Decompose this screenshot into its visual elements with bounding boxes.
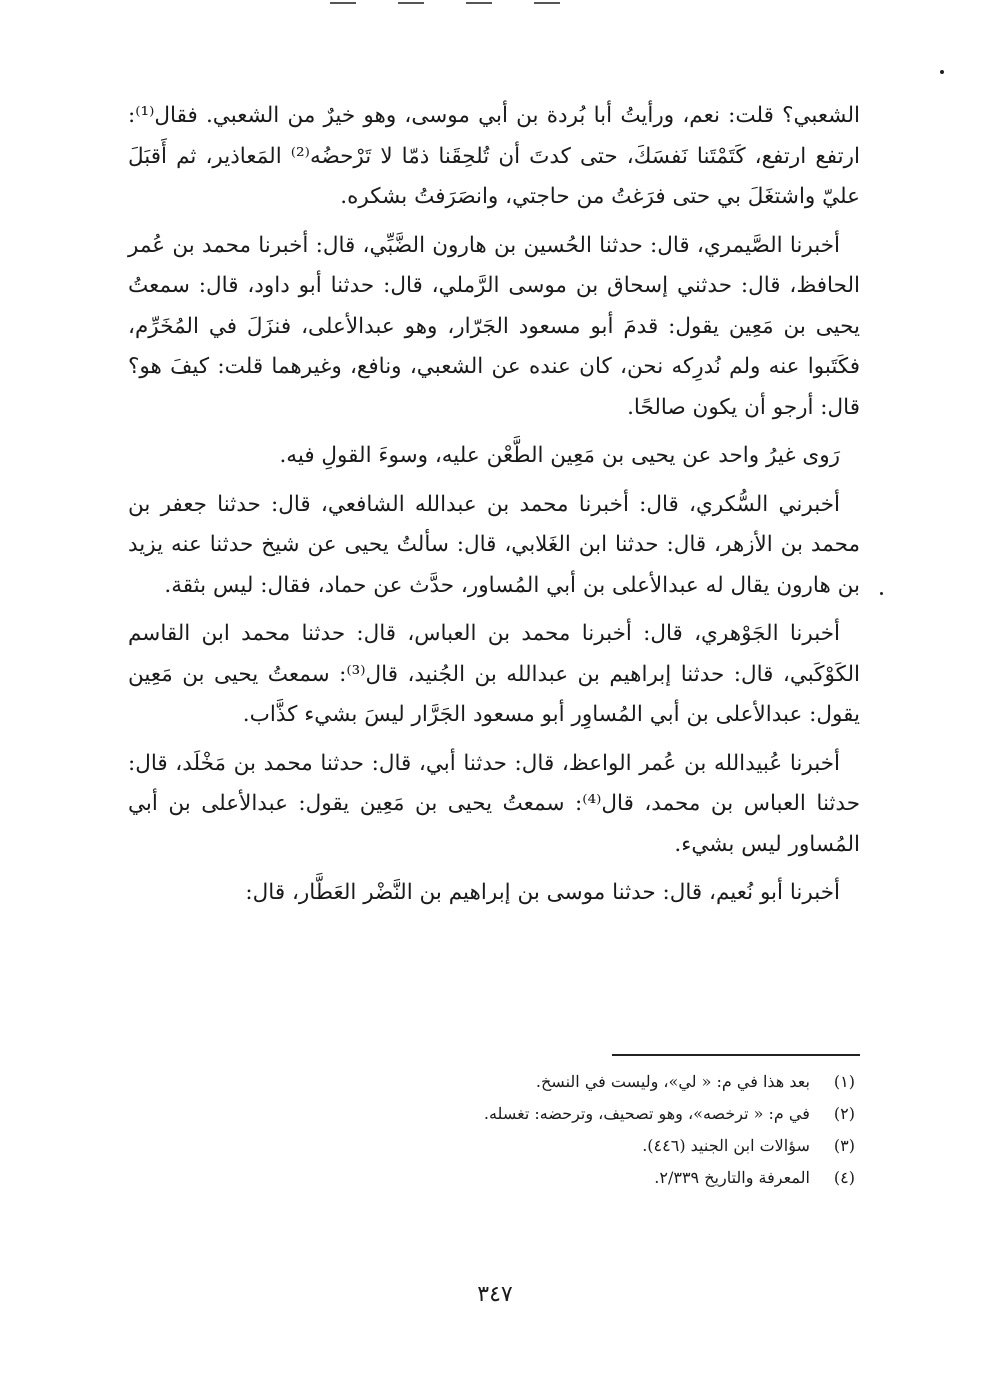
footnote [330, 1130, 855, 1162]
paragraph: أخبرني السُّكري، قال: أخبرنا محمد بن عبدالله الشافعي، قال: حدثنا جعفر بن محمد بن الأزهر، قال: حدثنا ابن الغَلابي، قال: سألتُ يحيى عن شيخ حدثنا عنه يزيد بن هارون يقال له عبدالأعلى بن أبي المُساور، حدَّث عن حماد، فقال: ليس بثقة. [128, 491, 860, 598]
scan-mark [330, 2, 356, 4]
scan-mark [534, 2, 560, 4]
footnotes [330, 1066, 855, 1194]
footnote-text: بعد هذا في م: « لي»، وليست في النسخ. [535, 1072, 810, 1091]
scan-top-marks [330, 0, 560, 6]
footnote-text: في م: « ترخصه»، وهو تصحيف، وترحضه: تغسله. [483, 1104, 810, 1123]
scan-mark [398, 2, 424, 4]
paragraph: أخبرنا عُبيدالله بن عُمر الواعظ، قال: حدثنا أبي، قال: حدثنا محمد بن مَخْلَد، قال: حدثنا العباس بن محمد، قال⁽⁴⁾: سمعتُ يحيى بن مَعِين يقول: عبدالأعلى بن أبي المُساور ليس بشيء. [128, 750, 860, 857]
footnote [330, 1162, 855, 1194]
footnote [330, 1098, 855, 1130]
paragraph: رَوى غيرُ واحد عن يحيى بن مَعِين الطَّعْن عليه، وسوءَ القولِ فيه. [279, 443, 840, 468]
footnote-number: (٤) [833, 1168, 855, 1187]
footnote-separator [612, 1054, 860, 1056]
footnote [330, 1066, 855, 1098]
paragraph: أخبرنا الجَوْهري، قال: أخبرنا محمد بن العباس، قال: حدثنا محمد ابن القاسم الكَوْكَبي، قال: حدثنا إبراهيم بن عبدالله بن الجُنيد، قال⁽³⁾: سمعتُ يحيى بن مَعِين يقول: عبدالأعلى بن أبي المُساوِر أبو مسعود الجَرَّار ليسَ بشيء كذَّاب. [128, 621, 860, 727]
footnote-number: (٢) [833, 1104, 855, 1123]
page-number: ٣٤٧ [477, 1282, 513, 1307]
footnote-number: (٣) [833, 1136, 855, 1155]
footnote-text: المعرفة والتاريخ ٢/٣٣٩. [654, 1168, 810, 1187]
footnote-text: سؤالات ابن الجنيد (٤٤٦). [642, 1136, 810, 1155]
paragraph: أخبرنا الصَّيمري، قال: حدثنا الحُسين بن هارون الضَّبِّي، قال: أخبرنا محمد بن عُمر الحافظ، قال: حدثني إسحاق بن موسى الرَّملي، قال: حدثنا أبو داود، قال: سمعتُ يحيى بن مَعِين يقول: قدمَ أبو مسعود الجَرّار، وهو عبدالأعلى، فنزَلَ في المُخَرِّم، فكَتَبوا عنه ولم نُدرِكه نحن، كان عنده عن الشعبي، ونافع، وغيرهما قلت: كيفَ هو؟ قال: أرجو أن يكون صالحًا. [128, 232, 860, 420]
paragraph: أخبرنا أبو نُعيم، قال: حدثنا موسى بن إبراهيم بن النَّضْر العَطَّار، قال: [245, 880, 840, 905]
paragraph: الشعبي؟ قلت: نعم، ورأيتُ أبا بُردة بن أبي موسى، وهو خيرٌ من الشعبي. فقال⁽¹⁾: ارتفع ارتفع، كَتَمْتَنا نَفسَكَ، حتى كدتَ أن تُلحِقَنا ذمّا لا تَرْحضُه⁽²⁾ المَعاذير، ثم أَقبَلَ عليّ واشتغَلَ بي حتى فرَغتُ من حاجتي، وانصَرَفتُ بشكره. [128, 103, 860, 209]
scan-speck [880, 592, 883, 595]
main-text [128, 96, 860, 922]
footnote-number: (١) [833, 1072, 855, 1091]
scan-mark [466, 2, 492, 4]
scan-speck [940, 70, 944, 74]
